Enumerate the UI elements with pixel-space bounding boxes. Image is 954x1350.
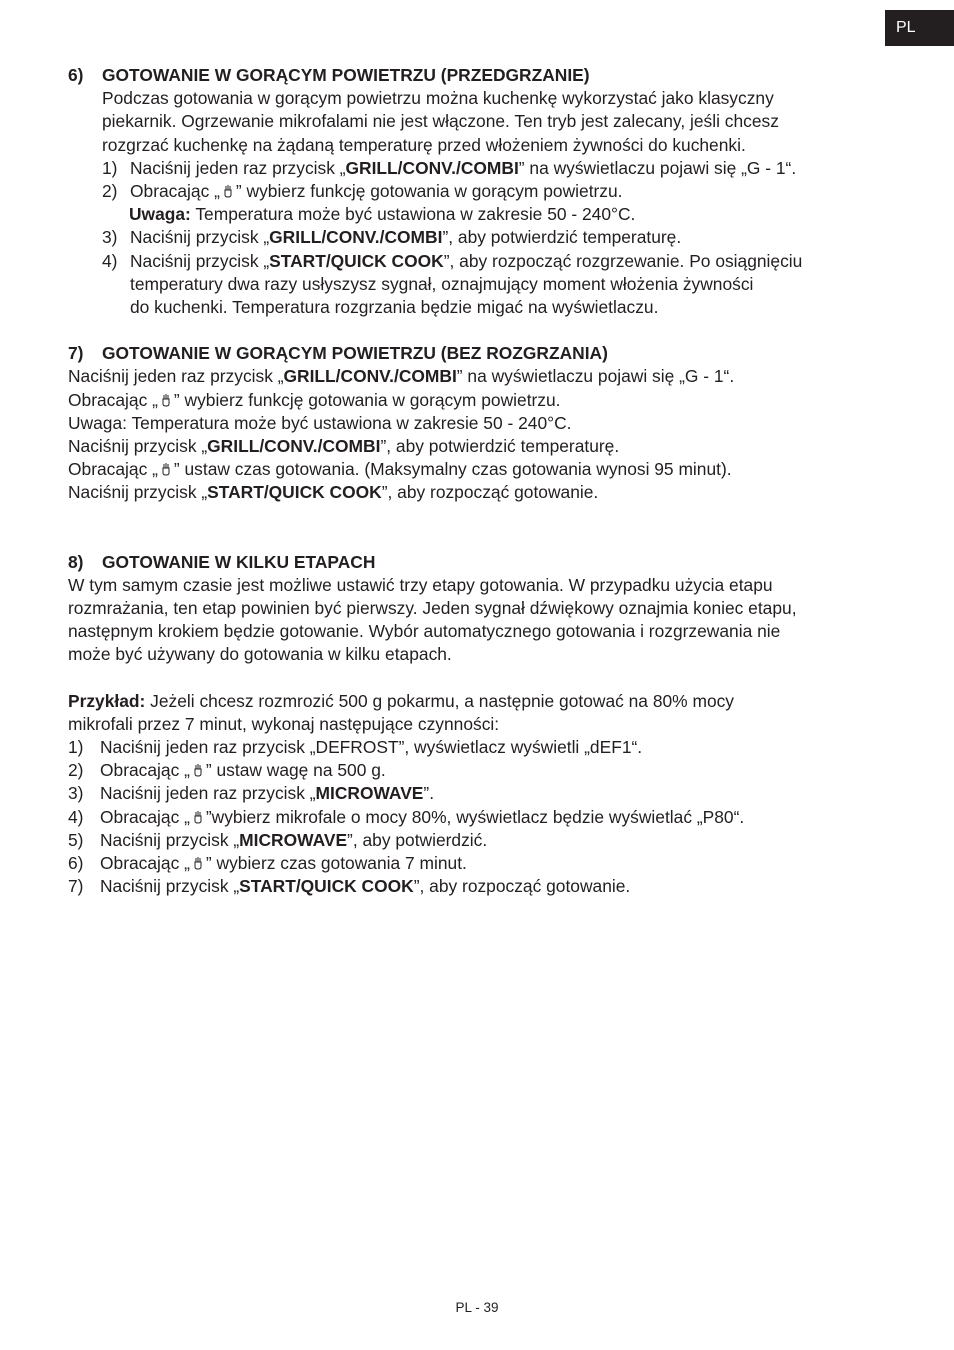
step-number: 2) [102,181,118,202]
button-label: GRILL/CONV./COMBI [269,227,443,248]
section-7-heading [68,342,888,365]
step-text: Naciśnij jeden raz przycisk „ [130,157,346,178]
step-text: ”, aby potwierdzić. [347,829,488,850]
step-number: 3) [102,227,118,248]
button-label: START/QUICK COOK [207,482,382,503]
instruction-text: ” wybierz funkcję gotowania w gorącym powietrzu. [173,389,561,410]
step-text: Naciśnij przycisk „ [100,829,240,850]
instruction-text: Naciśnij jeden raz przycisk „ [68,366,284,387]
instruction-line [68,481,888,504]
instruction-text: ” ustaw czas gotowania. (Maksymalny czas gotowania wynosi 95 minut). [173,459,732,480]
rotary-knob-icon [191,856,205,870]
example-text: Jeżeli chcesz rozmrozić 500 g pokarmu, a następnie gotować na 80% mocy [145,690,735,711]
step-text: ”, aby rozpocząć rozgrzewanie. Po osiągnięciu [443,250,803,271]
page-number: PL - 39 [455,1300,499,1315]
instruction-line [68,435,888,458]
step-text: ” wybierz czas gotowania 7 minut. [205,853,467,874]
rotary-knob-icon [159,462,173,476]
step-3 [68,782,888,805]
instruction-line [68,365,888,388]
section-title: GOTOWANIE W KILKU ETAPACH [102,551,376,572]
paragraph-line: może być używany do gotowania w kilku etapach. [68,644,452,665]
instruction-text: Obracając „ [68,389,158,410]
paragraph-line: rozgrzać kuchenkę na żądaną temperaturę przed włożeniem żywności do kuchenki. [102,134,746,155]
section-title: GOTOWANIE W GORĄCYM POWIETRZU (PRZEDGRZANIE) [102,65,590,85]
step-number: 2) [68,760,84,781]
paragraph-line: piekarnik. Ogrzewanie mikrofalami nie jest włączone. Ten tryb jest zalecany, jeśli chcesz [102,111,779,132]
example-line [68,690,888,713]
step-6 [68,852,888,875]
step-2 [68,180,888,203]
step-text: ” ustaw wagę na 500 g. [205,760,386,781]
instruction-text: ” na wyświetlaczu pojawi się „G - 1“. [456,366,735,387]
step-4 [68,806,888,829]
step-text: Naciśnij przycisk „ [130,227,270,248]
example-line: mikrofali przez 7 minut, wykonaj następujące czynności: [68,713,500,734]
rotary-knob-icon [191,763,205,777]
section-6-heading [68,64,888,87]
step-text: ” na wyświetlaczu pojawi się „G - 1“. [518,157,797,178]
step-1 [68,736,888,759]
step-text: Obracając „ [130,181,220,202]
instruction-text: Obracając „ [68,459,158,480]
note-text: Temperatura może być ustawiona w zakresie 50 - 240°C. [190,204,636,225]
instruction-line [68,389,888,412]
instruction-text: ”, aby potwierdzić temperaturę. [380,436,620,457]
button-label: START/QUICK COOK [269,250,444,271]
section-number: 6) [68,65,84,85]
button-label: MICROWAVE [315,783,424,804]
instruction-line: Uwaga: Temperatura może być ustawiona w zakresie 50 - 240°C. [68,412,572,433]
step-5 [68,829,888,852]
step-number: 1) [68,737,84,758]
note [68,203,888,226]
rotary-knob-icon [159,393,173,407]
step-text: Naciśnij jeden raz przycisk „ [100,783,316,804]
step-number: 1) [102,157,118,178]
note-label: Uwaga: [129,204,191,225]
step-text: ”, aby potwierdzić temperaturę. [442,227,682,248]
step-text: ”. [423,783,435,804]
step-number: 4) [68,806,84,827]
section-7 [68,342,888,504]
instruction-text: Naciśnij przycisk „ [68,436,208,457]
rotary-knob-icon [221,184,235,198]
step-text: Obracając „ [100,853,190,874]
paragraph-line: W tym samym czasie jest możliwe ustawić trzy etapy gotowania. W przypadku użycia etapu [68,574,773,595]
step-text: Naciśnij przycisk „ [130,250,270,271]
step-text: Obracając „ [100,760,190,781]
step-4 [68,250,888,273]
step-number: 3) [68,783,84,804]
step-text: Obracając „ [100,806,190,827]
rotary-knob-icon [191,810,205,824]
section-number: 7) [68,343,84,364]
step-text: ”wybierz mikrofale o mocy 80%, wyświetlacz będzie wyświetlać „P80“. [205,806,745,827]
language-tab: PL [885,10,954,46]
step-number: 6) [68,853,84,874]
step-text: ” wybierz funkcję gotowania w gorącym powietrzu. [235,181,623,202]
page-content [68,64,888,899]
step-number: 7) [68,876,84,897]
paragraph-line: Podczas gotowania w gorącym powietrzu można kuchenkę wykorzystać jako klasyczny [102,88,774,109]
step-4-continuation: do kuchenki. Temperatura rozgrzania będzie migać na wyświetlaczu. [130,297,659,318]
paragraph-line: następnym krokiem będzie gotowanie. Wybór automatycznego gotowania i rozgrzewania nie [68,621,781,642]
section-8 [68,551,888,899]
instruction-line [68,458,888,481]
button-label: START/QUICK COOK [239,876,414,897]
section-8-heading [68,551,888,574]
button-label: GRILL/CONV./COMBI [207,436,381,457]
example-label: Przykład: [68,690,146,711]
section-title: GOTOWANIE W GORĄCYM POWIETRZU (BEZ ROZGRZANIA) [102,343,608,364]
step-3 [68,226,888,249]
step-text: Naciśnij jeden raz przycisk „DEFROST”, wyświetlacz wyświetli „dEF1“. [100,737,643,758]
instruction-text: ”, aby rozpocząć gotowanie. [381,482,599,503]
step-text: ”, aby rozpocząć gotowanie. [413,876,631,897]
step-7 [68,875,888,898]
paragraph-line: rozmrażania, ten etap powinien być pierwszy. Jeden sygnał dźwiękowy oznajmia koniec etapu, [68,598,797,619]
step-text: Naciśnij przycisk „ [100,876,240,897]
instruction-text: Naciśnij przycisk „ [68,482,208,503]
step-number: 4) [102,250,118,271]
button-label: GRILL/CONV./COMBI [283,366,457,387]
step-2 [68,759,888,782]
step-number: 5) [68,829,84,850]
section-6 [68,64,888,319]
step-4-continuation: temperatury dwa razy usłyszysz sygnał, oznajmujący moment włożenia żywności [130,273,754,294]
step-1 [68,157,888,180]
section-number: 8) [68,551,84,572]
button-label: MICROWAVE [239,829,348,850]
button-label: GRILL/CONV./COMBI [345,157,519,178]
